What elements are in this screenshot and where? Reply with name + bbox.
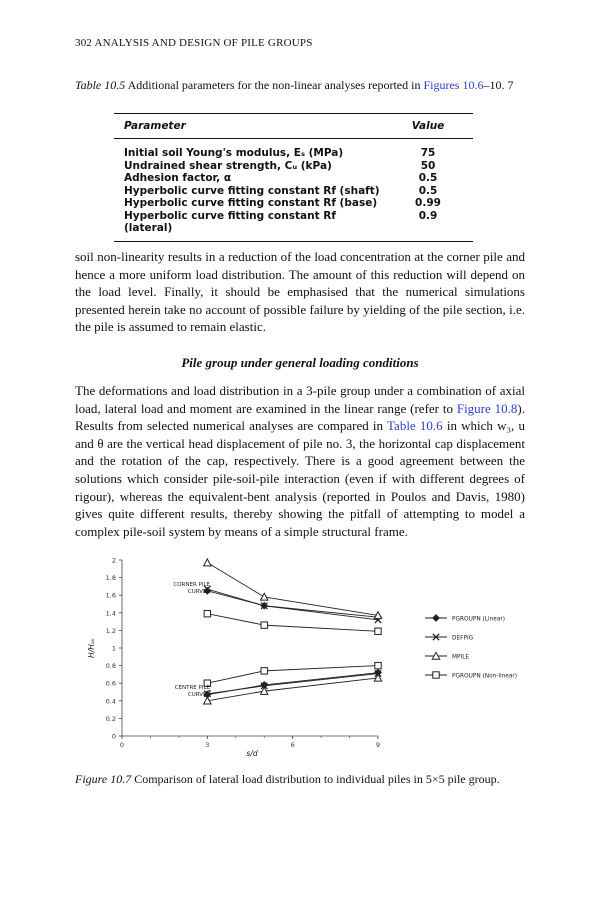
data-point-corner: [261, 622, 267, 628]
x-axis-label: s/d: [246, 749, 258, 758]
paragraph-text: in which w₃, u and θ are the vertical head displacement of pile no. 3, the horizontal cap displacement and the rotation of the cap, respectively. There is a good agreement between the solutions which consider pile-soil-pile interaction (even if with different degrees of rigour), whereas the equivalent-bent analysis (reported in Poulos and Davis, 1980) gives quite different results, thereby showing the pitfall of attempting to model a complex pile-soil system by means of a simple structural frame.: [75, 418, 525, 539]
row-parameter: Undrained shear strength, Cᵤ (kPa): [124, 159, 332, 172]
table-caption-text: Additional parameters for the non-linear analyses reported in: [125, 78, 424, 92]
y-tick-label: 1.2: [105, 626, 116, 635]
table-row: [114, 172, 473, 185]
corner-pile-annotation: CORNER PILE CURVES: [173, 582, 210, 595]
x-tick-label: 9: [375, 741, 381, 749]
figure-caption: [75, 772, 525, 787]
row-value: 75: [420, 147, 436, 159]
row-value: 0.9: [418, 209, 438, 222]
table-row: [114, 185, 473, 198]
row-parameter: Hyperbolic curve fitting constant Rf (base): [124, 197, 378, 209]
y-axis-label: H/Hₐᵥ: [87, 638, 96, 658]
y-tick-label: 1.6: [105, 591, 116, 600]
legend-marker: [433, 615, 439, 621]
row-value: 50: [420, 159, 436, 172]
figure-10-8-link[interactable]: Figure 10.8: [456, 400, 518, 416]
page-header: 302 ANALYSIS AND DESIGN OF PILE GROUPS: [75, 37, 313, 49]
table-body: [114, 139, 473, 241]
legend-entry: MPILE: [452, 654, 470, 661]
y-tick-label: 0.6: [105, 679, 116, 688]
figure-caption-text: Comparison of lateral load distribution to individual piles in 5×5 pile group.: [131, 772, 500, 786]
data-point-centre: [375, 662, 381, 668]
y-tick-label: 0.2: [105, 714, 116, 723]
body-paragraph-2: [75, 382, 525, 540]
legend-entry: DEFPIG: [452, 635, 474, 642]
table-row: [114, 197, 473, 210]
y-tick-label: 0: [111, 732, 116, 741]
table-caption-tail: –10. 7: [483, 78, 514, 92]
table-caption: [75, 78, 525, 93]
series-line-centre: [207, 678, 378, 701]
paragraph-text: ). Results from selected numerical analyses are compared in: [75, 400, 525, 434]
data-point-corner: [375, 628, 381, 634]
table-row: [114, 160, 473, 173]
header-value: Value: [411, 120, 445, 132]
y-tick-label: 1.4: [105, 609, 116, 618]
section-heading: Pile group under general loading conditions: [181, 355, 419, 370]
table-row: [114, 147, 473, 160]
x-tick-label: 3: [205, 741, 210, 749]
row-value: 0.99: [415, 197, 441, 209]
y-tick-label: 2: [111, 556, 116, 565]
data-point-corner: [204, 559, 211, 566]
body-paragraph-1: soil non-linearity results in a reduction of the load concentration at the corner pile and hence a more uniform load distribution. The amount of this reduction will depend on the load level. Finally, it should be emphasised that the numerical simulations presented herein take no account of possible failure by yielding of the pile section, i.e. the pile is assumed to remain elastic.: [75, 249, 525, 335]
row-value: 0.5: [418, 172, 438, 184]
legend-marker: [433, 672, 439, 678]
figure-link[interactable]: Figures 10.6: [423, 78, 484, 92]
series-line-corner: [207, 589, 378, 620]
y-tick-label: 1: [111, 644, 116, 653]
row-parameter: Hyperbolic curve fitting constant Rf (shaft): [124, 184, 380, 197]
paragraph-text: The deformations and load distribution in a 3-pile group under a combination of axial load, lateral load and moment are examined in the linear range (refer to: [75, 383, 525, 416]
centre-pile-annotation: CENTRE PILE CURVES: [174, 685, 210, 698]
table-row: [114, 210, 473, 235]
table-header-row: [114, 114, 473, 138]
legend-entry: PGROUPN (Linear): [452, 616, 506, 623]
parameters-table: [114, 113, 473, 242]
table-10-6-link[interactable]: Table 10.6: [387, 418, 443, 434]
figure-caption-label: Figure 10.7: [75, 772, 132, 786]
row-parameter: Hyperbolic curve fitting constant Rf (lateral): [124, 209, 336, 234]
load-distribution-chart: [60, 552, 540, 762]
data-point-corner: [261, 593, 268, 600]
legend-entry: PGROUPN (Non-linear): [452, 673, 518, 680]
data-point-corner: [204, 610, 210, 616]
table-bottom-rule: [114, 241, 473, 242]
data-point-centre: [261, 668, 267, 674]
series-line-corner: [207, 563, 378, 616]
x-tick-label: 6: [290, 741, 295, 749]
table-caption-label: Table 10.5: [75, 78, 126, 92]
y-tick-label: 0.4: [105, 697, 116, 706]
y-tick-label: 0.8: [105, 662, 116, 671]
row-parameter: Adhesion factor, α: [124, 172, 232, 184]
header-parameter: Parameter: [124, 120, 186, 132]
series-line-corner: [207, 591, 378, 617]
row-parameter: Initial soil Young's modulus, Eₛ (MPa): [124, 147, 344, 159]
y-tick-label: 1.8: [105, 574, 116, 583]
row-value: 0.5: [418, 184, 438, 197]
x-tick-label: 0: [119, 741, 125, 749]
